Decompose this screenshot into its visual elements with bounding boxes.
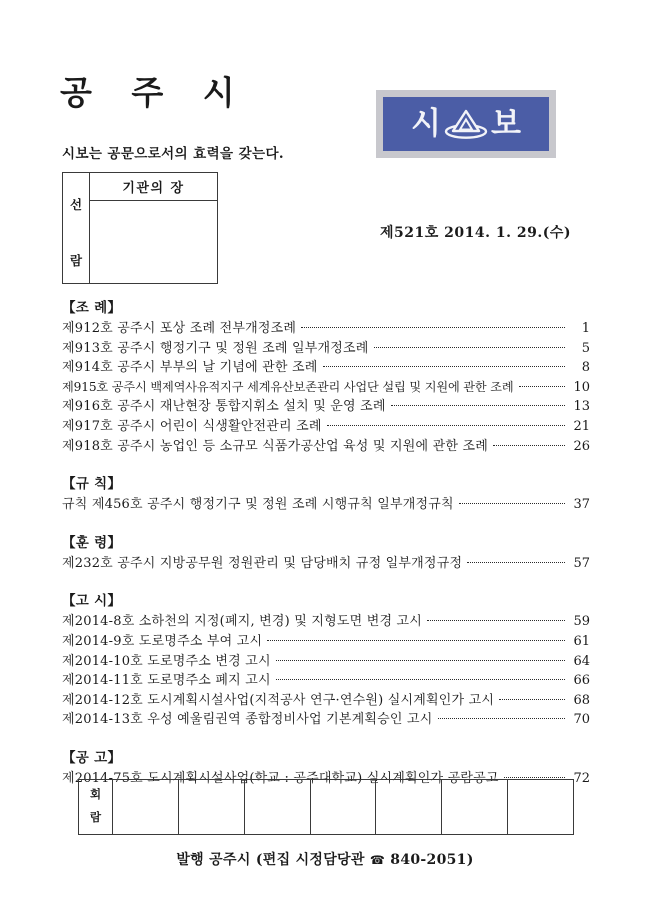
toc-dot-leader bbox=[391, 397, 565, 410]
toc-entry-page-number: 72 bbox=[573, 770, 590, 786]
circulation-cell bbox=[311, 780, 377, 834]
toc-dot-leader bbox=[276, 671, 565, 684]
approval-table-header: 기관의 장 bbox=[90, 173, 217, 201]
toc-dot-leader bbox=[327, 417, 565, 430]
toc-entry[interactable] bbox=[62, 495, 590, 515]
toc-entry-title: 제918호 공주시 농업인 등 소규모 식품가공산업 육성 및 지원에 관한 조례 bbox=[62, 438, 488, 454]
toc-entry-title: 제913호 공주시 행정기구 및 정원 조례 일부개정조례 bbox=[62, 340, 369, 356]
toc-entry-page-number: 64 bbox=[573, 653, 590, 669]
circulation-cell bbox=[508, 780, 573, 834]
toc-section-title: 【규 칙】 bbox=[62, 476, 122, 493]
toc-entry-title: 제2014-10호 도로명주소 변경 고시 bbox=[62, 653, 271, 669]
masthead bbox=[0, 0, 650, 296]
toc-dot-leader bbox=[519, 378, 565, 391]
toc-dot-leader bbox=[323, 358, 565, 371]
toc-section-title: 【조 례】 bbox=[62, 300, 122, 316]
toc-entry-page-number: 21 bbox=[573, 418, 590, 434]
toc-entry-title: 제232호 공주시 지방공무원 정원관리 및 담당배치 규정 일부개정규정 bbox=[62, 555, 463, 571]
toc-entry-title: 제914호 공주시 부부의 날 기념에 관한 조례 bbox=[62, 360, 318, 376]
toc-entry[interactable] bbox=[62, 554, 590, 574]
toc-entry[interactable] bbox=[62, 339, 590, 359]
toc-entry-title: 제2014-9호 도로명주소 부여 고시 bbox=[62, 633, 263, 649]
circulation-label-line1: 회 bbox=[89, 787, 102, 801]
toc-entry-page-number: 1 bbox=[581, 321, 590, 336]
toc-entry-page-number: 57 bbox=[573, 555, 590, 571]
toc-entry-page-number: 13 bbox=[573, 399, 590, 415]
toc-dot-leader bbox=[499, 691, 565, 704]
publisher-phone: 840-2051) bbox=[385, 852, 474, 868]
logo-char-left: 시 bbox=[411, 105, 441, 142]
toc-entry[interactable] bbox=[62, 652, 590, 672]
toc-entry[interactable] bbox=[62, 397, 590, 417]
toc-entry-title: 제2014-13호 우성 예울림권역 종합정비사업 기본계획승인 고시 bbox=[62, 712, 433, 728]
toc-entry[interactable] bbox=[62, 358, 590, 378]
logo-char-right: 보 bbox=[491, 105, 521, 142]
toc-dot-leader bbox=[493, 437, 565, 450]
toc-dot-leader bbox=[427, 612, 565, 625]
toc-dot-leader bbox=[467, 554, 565, 567]
page-title: 공 주 시 bbox=[60, 73, 249, 112]
toc-entry-page-number: 59 bbox=[573, 614, 590, 630]
toc-entry-title: 제916호 공주시 재난현장 통합지휘소 설치 및 운영 조례 bbox=[62, 399, 386, 415]
gazette-logo-inner bbox=[383, 97, 549, 151]
toc-section-title: 【공 고】 bbox=[62, 749, 122, 766]
toc-entry-title: 제2014-8호 소하천의 지정(폐지, 변경) 및 지형도면 변경 고시 bbox=[62, 614, 423, 630]
publisher-text: 발행 공주시 (편집 시정담당관 bbox=[176, 852, 370, 868]
circulation-label-column bbox=[79, 780, 113, 834]
toc-section-title: 【고 시】 bbox=[62, 593, 122, 610]
toc-section bbox=[62, 531, 590, 574]
table-of-contents bbox=[62, 296, 590, 789]
toc-entry[interactable] bbox=[62, 612, 590, 632]
toc-entry-title: 제915호 공주시 백제역사유적지구 세계유산보존관리 사업단 설립 및 지원에 관한 조례 bbox=[62, 379, 514, 394]
toc-entry-title: 제2014-12호 도시계획시설사업(지적공사 연구·연수원) 실시계획인가 고시 bbox=[62, 692, 495, 708]
toc-entry-page-number: 37 bbox=[573, 497, 590, 513]
toc-entry-title: 제912호 공주시 포상 조례 전부개정조례 bbox=[62, 321, 297, 336]
gazette-logo bbox=[376, 90, 556, 158]
toc-entry[interactable] bbox=[62, 417, 590, 437]
gongju-city-emblem-icon bbox=[443, 107, 489, 141]
circulation-label-line2: 람 bbox=[89, 810, 102, 824]
issue-number-and-date: 제521호 2014. 1. 29.(수) bbox=[380, 225, 571, 241]
toc-dot-leader bbox=[301, 319, 565, 332]
phone-icon: ☎ bbox=[369, 853, 386, 867]
toc-dot-leader bbox=[267, 632, 565, 645]
toc-entry[interactable] bbox=[62, 632, 590, 652]
toc-entry-page-number: 68 bbox=[573, 692, 590, 708]
toc-entry-title: 규칙 제456호 공주시 행정기구 및 정원 조례 시행규칙 일부개정규칙 bbox=[62, 497, 454, 513]
circulation-cell bbox=[376, 780, 442, 834]
approval-table bbox=[62, 172, 218, 284]
toc-entry-title: 제917호 공주시 어린이 식생활안전관리 조례 bbox=[62, 418, 322, 434]
toc-entry[interactable] bbox=[62, 710, 590, 730]
toc-entry-page-number: 10 bbox=[573, 379, 590, 395]
toc-section-title: 【훈 령】 bbox=[62, 534, 122, 551]
gazette-tagline: 시보는 공문으로서의 효력을 갖는다. bbox=[62, 146, 285, 162]
toc-entry-page-number: 61 bbox=[573, 633, 590, 649]
toc-dot-leader bbox=[276, 652, 565, 665]
toc-section bbox=[62, 472, 590, 515]
approval-label-line1: 선 bbox=[69, 197, 83, 212]
circulation-cell bbox=[245, 780, 311, 834]
toc-entry[interactable] bbox=[62, 319, 590, 339]
toc-entry-title: 제2014-75호 도시계획시설사업(학교 : 공주대학교) 실시계획인가 공람공고 bbox=[62, 770, 499, 786]
toc-entry-page-number: 70 bbox=[573, 712, 590, 728]
toc-entry[interactable] bbox=[62, 671, 590, 691]
toc-dot-leader bbox=[374, 339, 565, 352]
circulation-table bbox=[78, 779, 574, 835]
circulation-cell bbox=[179, 780, 245, 834]
toc-section bbox=[62, 589, 590, 730]
toc-entry[interactable] bbox=[62, 378, 590, 398]
publisher-footer bbox=[0, 849, 650, 869]
toc-entry-page-number: 8 bbox=[581, 360, 590, 376]
toc-entry-page-number: 66 bbox=[573, 673, 590, 689]
circulation-cell bbox=[442, 780, 508, 834]
toc-entry-page-number: 26 bbox=[573, 438, 590, 454]
toc-dot-leader bbox=[438, 710, 565, 723]
toc-entry[interactable] bbox=[62, 691, 590, 711]
approval-label-column bbox=[63, 173, 90, 283]
toc-entry-title: 제2014-11호 도로명주소 폐지 고시 bbox=[62, 673, 271, 689]
toc-dot-leader bbox=[459, 495, 565, 508]
toc-section bbox=[62, 296, 590, 456]
toc-entry[interactable] bbox=[62, 437, 590, 457]
approval-label-line2: 람 bbox=[69, 253, 83, 268]
toc-entry-page-number: 5 bbox=[581, 340, 590, 356]
circulation-cell bbox=[113, 780, 179, 834]
approval-signature-cell bbox=[90, 201, 217, 283]
